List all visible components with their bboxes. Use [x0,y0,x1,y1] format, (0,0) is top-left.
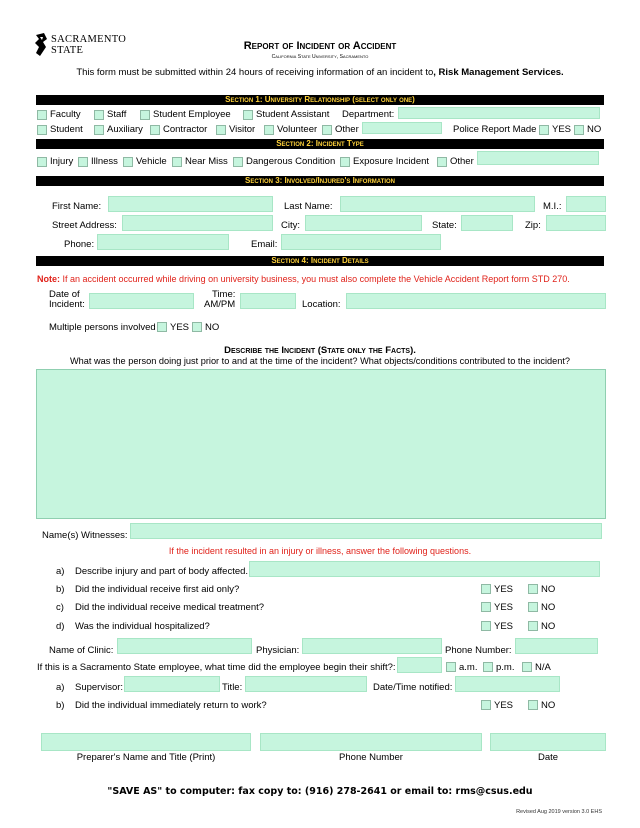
zip-field[interactable] [546,215,606,231]
illness-checkbox[interactable] [78,157,88,167]
contractor-checkbox[interactable] [150,125,160,135]
student-employee-label: Student Employee [153,109,231,120]
clinic-phone-field[interactable] [515,638,598,654]
multiple-no-label: NO [205,322,220,333]
first-aid-yes-checkbox[interactable] [481,584,491,594]
location-label: Location: [302,299,341,310]
student-assistant-checkbox[interactable] [243,110,253,120]
volunteer-label: Volunteer [277,124,318,135]
supervisor-letter: a) [56,682,65,693]
staff-label: Staff [107,109,127,120]
police-no-label: NO [587,124,602,135]
near-miss-label: Near Miss [185,156,228,167]
am-checkbox[interactable] [446,662,456,672]
street-field[interactable] [122,215,273,231]
police-report-label: Police Report Made [453,124,537,135]
preparer-phone-field[interactable] [260,733,482,751]
revision-note: Revised Aug 2019 version 3.0 EHS [516,809,602,815]
other-type-field[interactable] [477,151,599,165]
visitor-checkbox[interactable] [216,125,226,135]
note-text: If an accident occurred while driving on university business, you must also complete the Vehicle Accident Report form STD 270. [60,274,570,284]
phone-field[interactable] [97,234,229,250]
mi-label: M.I.: [543,201,562,212]
physician-field[interactable] [302,638,442,654]
describe-question: What was the person doing just prior to and at the time of the incident? What objects/conditions contributed to the incident? [70,356,570,366]
preparer-date-label: Date [537,752,559,763]
preparer-date-field[interactable] [490,733,606,751]
return-question: Did the individual immediately return to work? [75,700,267,711]
injury-description-field[interactable] [249,561,600,577]
medical-yes-checkbox[interactable] [481,602,491,612]
location-field[interactable] [346,293,606,309]
question-a-letter: a) [56,566,65,577]
medical-yes-label: YES [494,602,514,613]
witnesses-field[interactable] [130,523,602,539]
auxiliary-checkbox[interactable] [94,125,104,135]
medical-no-checkbox[interactable] [528,602,538,612]
section4-header: Section 4: Incident Details [36,256,604,266]
mi-field[interactable] [566,196,606,212]
first-aid-no-label: NO [541,584,556,595]
other-relationship-field[interactable] [362,122,442,134]
vehicle-checkbox[interactable] [123,157,133,167]
question-c-text: Did the individual receive medical treatment? [75,602,265,613]
pm-label: p.m. [496,662,515,673]
submission-instruction [0,67,640,78]
pm-checkbox[interactable] [483,662,493,672]
incident-date-field[interactable] [89,293,194,309]
question-d-text: Was the individual hospitalized? [75,621,210,632]
near-miss-checkbox[interactable] [172,157,182,167]
dangerous-condition-label: Dangerous Condition [246,156,336,167]
medical-no-label: NO [541,602,556,613]
question-c-letter: c) [56,602,64,613]
incident-description-textarea[interactable] [36,369,606,519]
notified-label: Date/Time notified: [373,682,453,693]
question-a-text: Describe injury and part of body affected. [75,566,249,577]
logo-line1: SACRAMENTO [51,34,127,45]
police-no-checkbox[interactable] [574,125,584,135]
section3-header: Section 3: Involved/Injured's Information [36,176,604,186]
time-label-line2: AM/PM [204,299,236,310]
other-relationship-checkbox[interactable] [322,125,332,135]
physician-label: Physician: [256,645,300,656]
police-yes-label: YES [552,124,572,135]
instruction-bold: , Risk Management Services. [433,67,564,78]
staff-checkbox[interactable] [94,110,104,120]
section1-header: Section 1: University Relationship (select only one) [36,95,604,105]
police-yes-checkbox[interactable] [539,125,549,135]
save-as-instruction: "SAVE AS" to computer: fax copy to: (916) 278-2641 or email to: rms@csus.edu [107,786,533,797]
notified-field[interactable] [455,676,560,692]
note-label: Note: [37,274,60,284]
department-label: Department: [342,109,395,120]
hospitalized-no-checkbox[interactable] [528,621,538,631]
department-field[interactable] [398,107,600,119]
clinic-label: Name of Clinic: [49,645,114,656]
last-name-field[interactable] [340,196,535,212]
preparer-phone-label: Phone Number [339,752,403,763]
hospitalized-yes-checkbox[interactable] [481,621,491,631]
exposure-incident-checkbox[interactable] [340,157,350,167]
preparer-name-field[interactable] [41,733,251,751]
date-label-line2: Incident: [49,299,85,310]
return-no-checkbox[interactable] [528,700,538,710]
section2-header: Section 2: Incident Type [36,139,604,149]
multiple-no-checkbox[interactable] [192,322,202,332]
witnesses-label: Name(s) Witnesses: [42,530,128,541]
supervisor-field[interactable] [124,676,220,692]
email-label: Email: [251,239,278,250]
contractor-label: Contractor [163,124,208,135]
time-label-line1: Time: [212,289,236,300]
instruction-text: This form must be submitted within 24 hours of receiving information of an incident to [76,67,434,78]
na-checkbox[interactable] [522,662,532,672]
student-assistant-label: Student Assistant [256,109,330,120]
first-name-label: First Name: [52,201,102,212]
injury-note: If the incident resulted in an injury or illness, answer the following questions. [168,546,472,556]
question-d-letter: d) [56,621,65,632]
exposure-incident-label: Exposure Incident [353,156,430,167]
clinic-field[interactable] [117,638,252,654]
injury-checkbox[interactable] [37,157,47,167]
hospitalized-no-label: NO [541,621,556,632]
shift-question: If this is a Sacramento State employee, what time did the employee begin their shift?: [37,662,396,673]
return-yes-label: YES [494,700,514,711]
vehicle-note [37,274,570,284]
first-aid-yes-label: YES [494,584,514,595]
multiple-yes-label: YES [170,322,190,333]
preparer-name-label: Preparer's Name and Title (Print) [76,752,216,763]
volunteer-checkbox[interactable] [264,125,274,135]
student-checkbox[interactable] [37,125,47,135]
first-aid-no-checkbox[interactable] [528,584,538,594]
return-letter: b) [56,700,65,711]
vehicle-label: Vehicle [136,156,167,167]
question-b-letter: b) [56,584,65,595]
hospitalized-yes-label: YES [494,621,514,632]
state-label: State: [432,220,457,231]
incident-time-field[interactable] [240,293,296,309]
logo-line2: STATE [51,45,84,56]
question-b-text: Did the individual receive first aid only? [75,584,240,595]
return-yes-checkbox[interactable] [481,700,491,710]
phone-label: Phone: [64,239,95,250]
supervisor-title-label: Title: [222,682,243,693]
shift-time-field[interactable] [397,657,442,673]
describe-heading: Describe the Incident (State only the Facts). [224,345,416,356]
other-type-label: Other [450,156,474,167]
visitor-label: Visitor [229,124,256,135]
faculty-label: Faculty [50,109,81,120]
page-title: Report of Incident or Accident [243,40,397,52]
street-label: Street Address: [52,220,117,231]
supervisor-title-field[interactable] [245,676,367,692]
first-name-field[interactable] [108,196,273,212]
other-relationship-label: Other [335,124,359,135]
auxiliary-label: Auxiliary [107,124,143,135]
student-label: Student [50,124,83,135]
clinic-phone-label: Phone Number: [445,645,512,656]
state-field[interactable] [461,215,513,231]
multiple-yes-checkbox[interactable] [157,322,167,332]
city-label: City: [281,220,300,231]
dangerous-condition-checkbox[interactable] [233,157,243,167]
city-field[interactable] [305,215,422,231]
zip-label: Zip: [525,220,541,231]
last-name-label: Last Name: [284,201,333,212]
supervisor-label: Supervisor: [75,682,124,693]
am-label: a.m. [459,662,478,673]
faculty-checkbox[interactable] [37,110,47,120]
email-field[interactable] [281,234,441,250]
injury-label: Injury [50,156,74,167]
illness-label: Illness [91,156,118,167]
student-employee-checkbox[interactable] [140,110,150,120]
page-subtitle: California State University, Sacramento [271,54,369,60]
return-no-label: NO [541,700,556,711]
other-type-checkbox[interactable] [437,157,447,167]
multiple-persons-label: Multiple persons involved [49,322,156,333]
date-label-line1: Date of [49,289,80,300]
na-label: N/A [535,662,551,673]
